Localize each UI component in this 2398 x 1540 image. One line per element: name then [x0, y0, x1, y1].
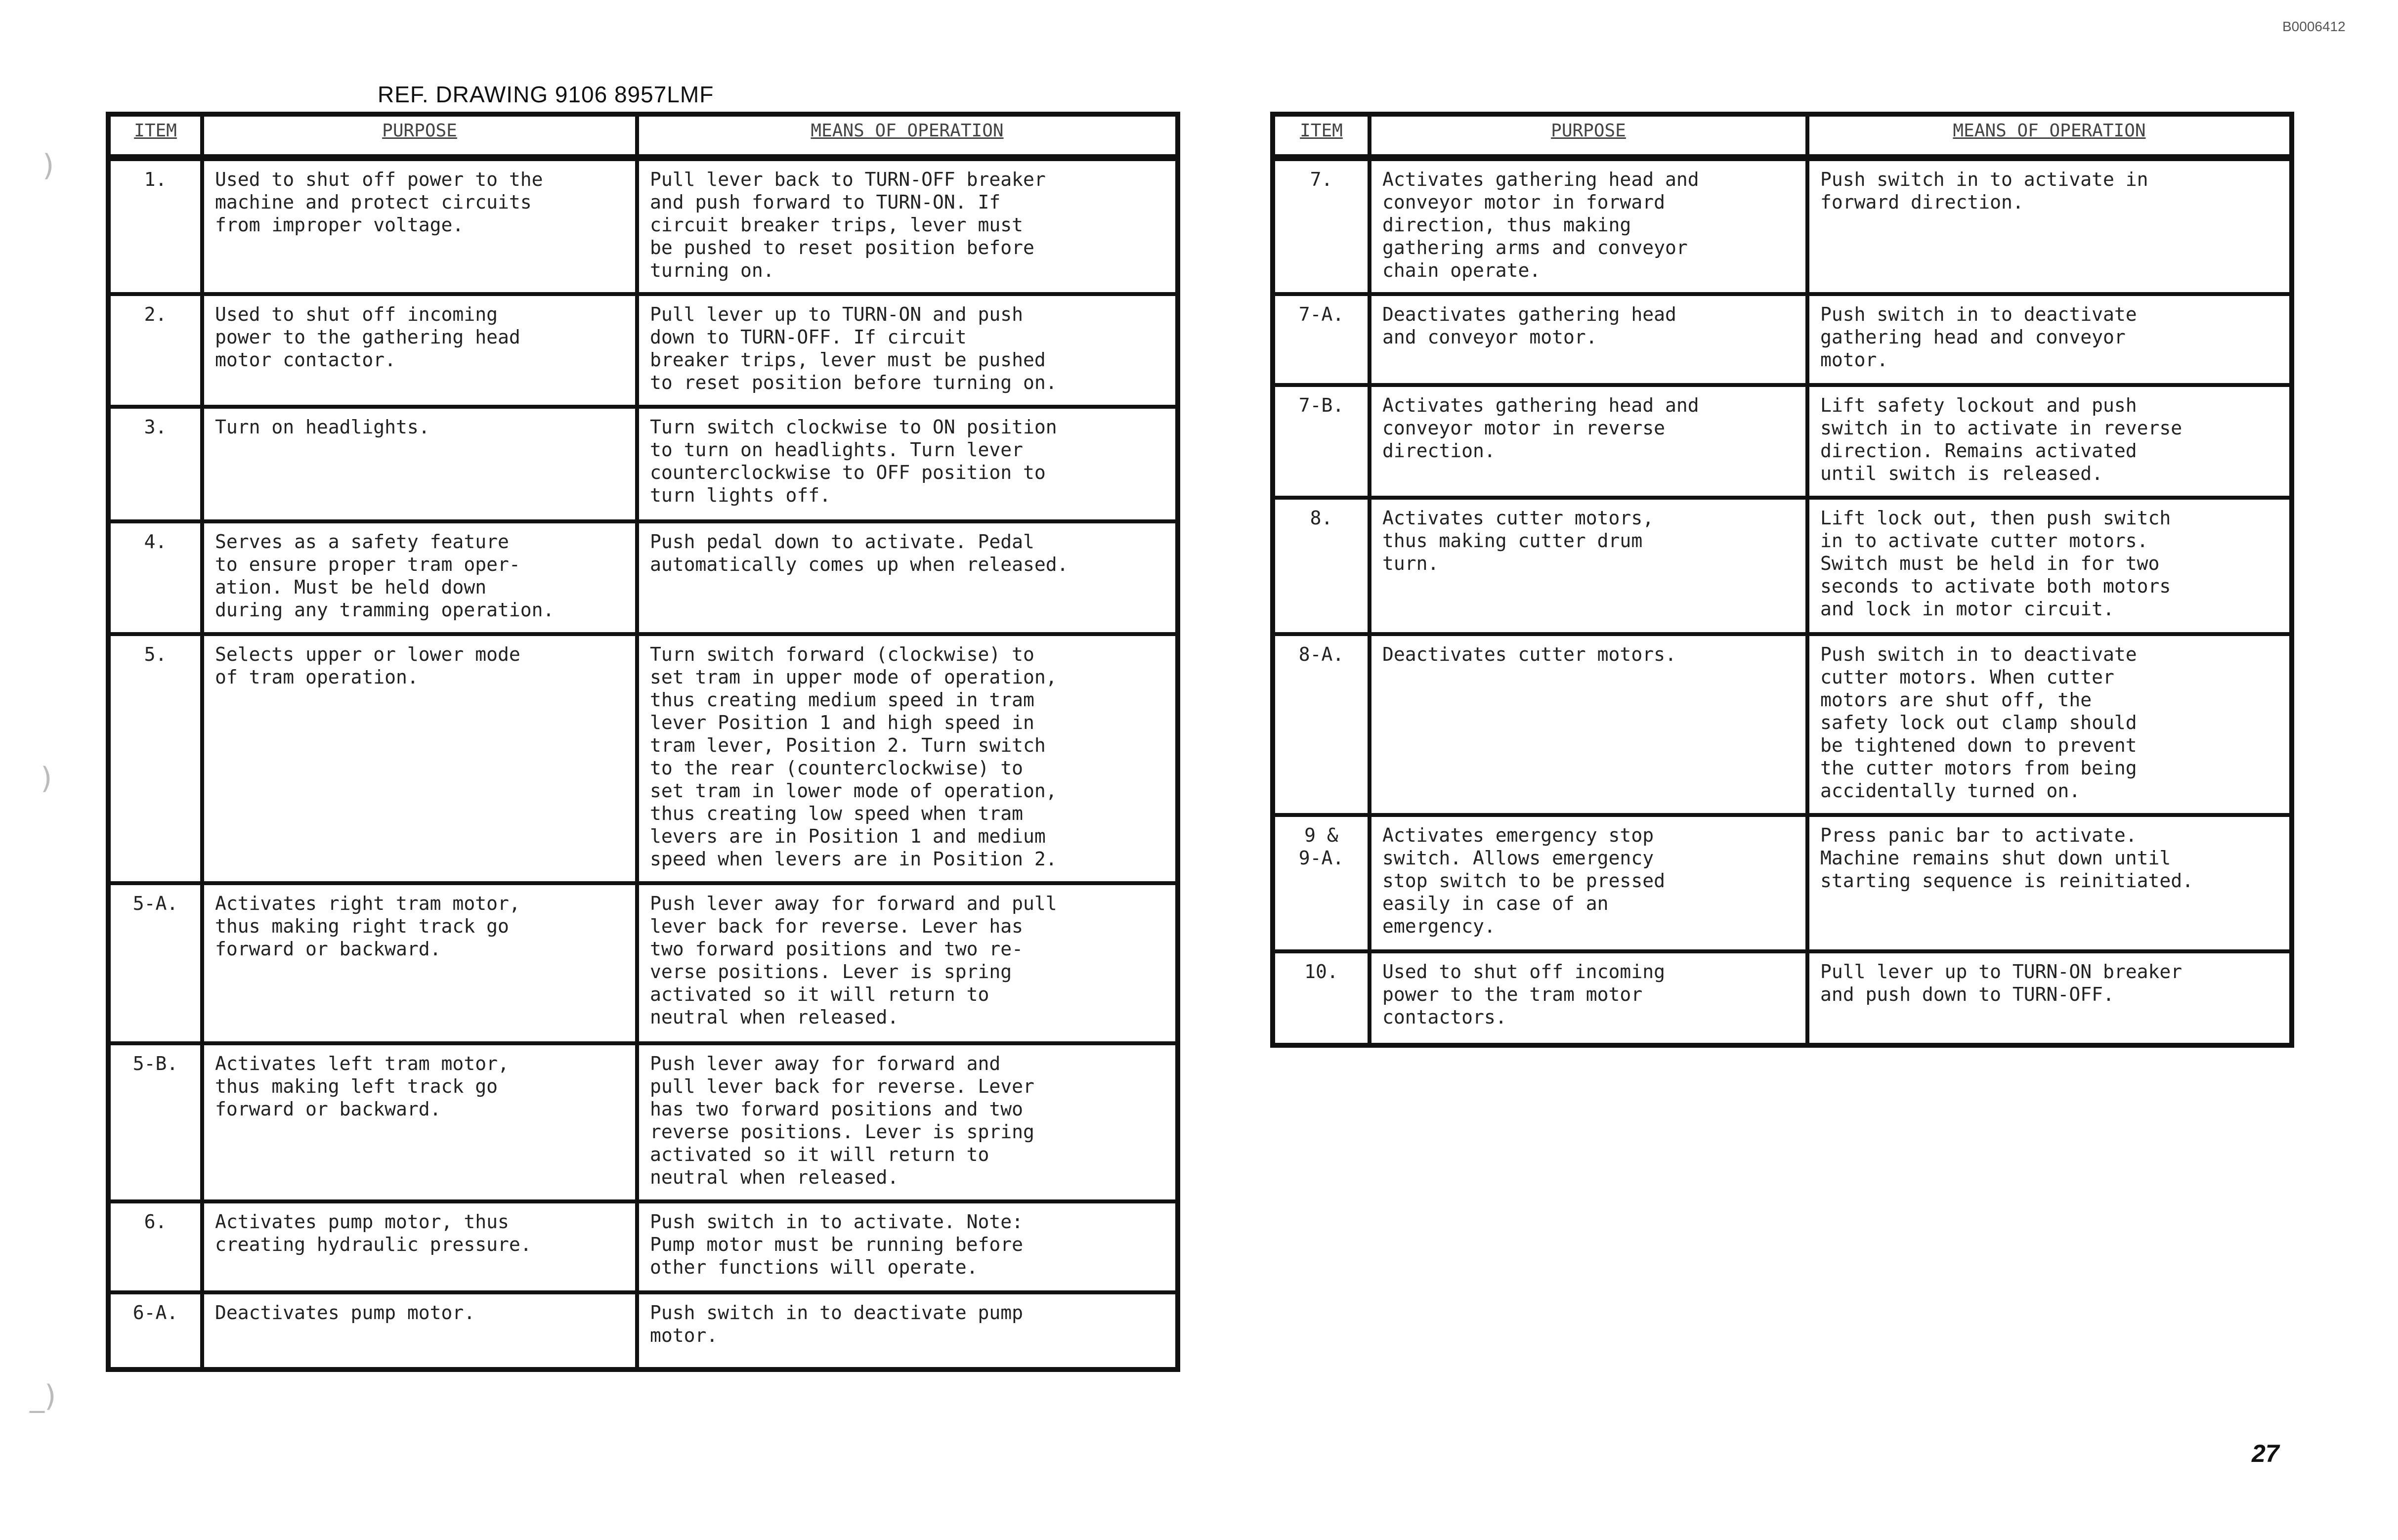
means-cell: Lift safety lockout and push switch in to activate in reverse direction. Remains activated until switch is released. — [1807, 385, 2292, 498]
purpose-cell: Activates right tram motor, thus making right track go forward or backward. — [202, 883, 637, 1043]
table-row — [108, 1292, 1178, 1369]
purpose-cell: Deactivates cutter motors. — [1370, 634, 1807, 815]
table-row — [108, 1201, 1178, 1292]
means-cell: Pull lever back to TURN-OFF breaker and push forward to TURN-ON. If circuit breaker trips, lever must be pushed to reset position before turning on. — [637, 158, 1178, 294]
means-cell: Push lever away for forward and pull lever back for reverse. Lever has two forward positions and two reverse positions. Lever is spring activated so it will return to neutral when released. — [637, 1043, 1178, 1201]
table-row — [1273, 498, 2292, 634]
means-cell: Pull lever up to TURN-ON breaker and push down to TURN-OFF. — [1807, 951, 2292, 1045]
controls-table-left — [106, 112, 1180, 1372]
table-row — [108, 521, 1178, 634]
page-number: 27 — [2252, 1440, 2279, 1467]
purpose-cell: Activates emergency stop switch. Allows emergency stop switch to be pressed easily in case of an emergency. — [1370, 815, 1807, 951]
means-cell: Push pedal down to activate. Pedal automatically comes up when released. — [637, 521, 1178, 634]
means-cell: Lift lock out, then push switch in to activate cutter motors. Switch must be held in for two seconds to activate both motors and lock in motor circuit. — [1807, 498, 2292, 634]
item-number: 8-A. — [1273, 634, 1370, 815]
purpose-cell: Used to shut off incoming power to the tram motor contactors. — [1370, 951, 1807, 1045]
table-row — [108, 158, 1178, 294]
item-number: 7-B. — [1273, 385, 1370, 498]
controls-table-right — [1270, 112, 2294, 1048]
item-number: 7-A. — [1273, 294, 1370, 385]
item-number: 6. — [108, 1201, 202, 1292]
table-row — [108, 294, 1178, 407]
means-cell: Push lever away for forward and pull lever back for reverse. Lever has two forward positions and two re- verse positions. Lever is spring activated so it will return to neutral when released. — [637, 883, 1178, 1043]
table-row — [108, 634, 1178, 883]
header-means: MEANS OF OPERATION — [637, 114, 1178, 158]
purpose-cell: Activates cutter motors, thus making cutter drum turn. — [1370, 498, 1807, 634]
item-number: 10. — [1273, 951, 1370, 1045]
purpose-cell: Deactivates pump motor. — [202, 1292, 637, 1369]
purpose-cell: Activates gathering head and conveyor motor in forward direction, thus making gathering arms and conveyor chain operate. — [1370, 158, 1807, 294]
purpose-cell: Selects upper or lower mode of tram operation. — [202, 634, 637, 883]
item-number: 2. — [108, 294, 202, 407]
table-row — [1273, 815, 2292, 951]
means-cell: Push switch in to activate in forward direction. — [1807, 158, 2292, 294]
table-header-row — [1273, 114, 2292, 158]
table-row — [108, 407, 1178, 521]
means-cell: Press panic bar to activate. Machine remains shut down until starting sequence is reinitiated. — [1807, 815, 2292, 951]
item-number: 5-A. — [108, 883, 202, 1043]
item-number: 9 & 9-A. — [1273, 815, 1370, 951]
purpose-cell: Deactivates gathering head and conveyor motor. — [1370, 294, 1807, 385]
item-number: 5. — [108, 634, 202, 883]
header-means: MEANS OF OPERATION — [1807, 114, 2292, 158]
means-cell: Push switch in to deactivate gathering head and conveyor motor. — [1807, 294, 2292, 385]
purpose-cell: Serves as a safety feature to ensure proper tram oper- ation. Must be held down during any tramming operation. — [202, 521, 637, 634]
item-number: 7. — [1273, 158, 1370, 294]
table-row — [108, 883, 1178, 1043]
table-row — [1273, 385, 2292, 498]
purpose-cell: Activates gathering head and conveyor motor in reverse direction. — [1370, 385, 1807, 498]
purpose-cell: Activates pump motor, thus creating hydraulic pressure. — [202, 1201, 637, 1292]
binding-mark-middle: ) — [41, 761, 52, 796]
purpose-cell: Activates left tram motor, thus making left track go forward or backward. — [202, 1043, 637, 1201]
table-row — [1273, 634, 2292, 815]
purpose-cell: Turn on headlights. — [202, 407, 637, 521]
header-item: ITEM — [108, 114, 202, 158]
table-row — [1273, 294, 2292, 385]
header-purpose: PURPOSE — [202, 114, 637, 158]
item-number: 8. — [1273, 498, 1370, 634]
binding-mark-top: ) — [43, 148, 54, 183]
header-purpose: PURPOSE — [1370, 114, 1807, 158]
means-cell: Turn switch clockwise to ON position to turn on headlights. Turn lever counterclockwise to OFF position to turn lights off. — [637, 407, 1178, 521]
means-cell: Push switch in to deactivate pump motor. — [637, 1292, 1178, 1369]
header-item: ITEM — [1273, 114, 1370, 158]
table-header-row — [108, 114, 1178, 158]
item-number: 6-A. — [108, 1292, 202, 1369]
binding-mark-bottom: _) — [30, 1379, 56, 1413]
means-cell: Push switch in to deactivate cutter motors. When cutter motors are shut off, the safety lock out clamp should be tightened down to prevent the cutter motors from being accidentally turned on. — [1807, 634, 2292, 815]
ref-drawing-label: REF. DRAWING 9106 8957LMF — [378, 82, 714, 107]
table-row — [108, 1043, 1178, 1201]
item-number: 4. — [108, 521, 202, 634]
table-row — [1273, 951, 2292, 1045]
purpose-cell: Used to shut off power to the machine and protect circuits from improper voltage. — [202, 158, 637, 294]
purpose-cell: Used to shut off incoming power to the gathering head motor contactor. — [202, 294, 637, 407]
means-cell: Push switch in to activate. Note: Pump motor must be running before other functions will operate. — [637, 1201, 1178, 1292]
document-code: B0006412 — [2282, 19, 2346, 34]
means-cell: Turn switch forward (clockwise) to set tram in upper mode of operation, thus creating medium speed in tram lever Position 1 and high speed in tram lever, Position 2. Turn switch to the rear (counterclockwise) to set tram in lower mode of operation, thus creating low speed when tram levers are in Position 1 and medium speed when levers are in Position 2. — [637, 634, 1178, 883]
table-row — [1273, 158, 2292, 294]
means-cell: Pull lever up to TURN-ON and push down to TURN-OFF. If circuit breaker trips, lever must be pushed to reset position before turning on. — [637, 294, 1178, 407]
item-number: 5-B. — [108, 1043, 202, 1201]
item-number: 3. — [108, 407, 202, 521]
item-number: 1. — [108, 158, 202, 294]
